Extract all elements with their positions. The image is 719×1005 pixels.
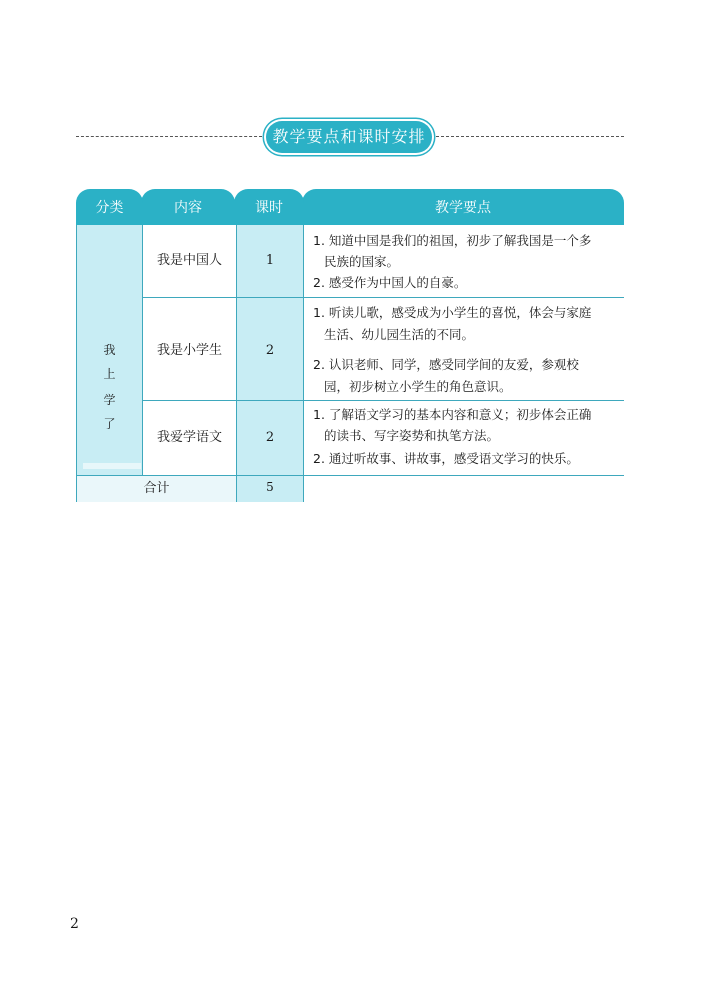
- point-line: 2. 通过听故事、讲故事，感受语文学习的快乐。: [313, 451, 579, 466]
- row1-content: 我是中国人: [143, 225, 236, 297]
- title-dashed-rule-right: [436, 136, 624, 137]
- grid-line: [236, 225, 237, 502]
- row2-points: [304, 298, 624, 400]
- row3-hours: 2: [237, 401, 303, 475]
- category-char: 上: [103, 367, 116, 381]
- total-label: 合计: [77, 476, 236, 502]
- lesson-plan-table: [76, 189, 624, 502]
- row2-hours: 2: [237, 298, 303, 400]
- category-char: 了: [103, 417, 116, 431]
- grid-line: [142, 400, 624, 401]
- header-content: 内容: [141, 189, 235, 225]
- header-teaching-points: 教学要点: [302, 189, 624, 225]
- category-band: [83, 463, 141, 469]
- row1-hours: 1: [237, 225, 303, 297]
- row3-points: [304, 401, 624, 475]
- grid-line: [303, 225, 304, 502]
- grid-line: [77, 475, 624, 476]
- total-points: [304, 476, 624, 502]
- point-line: 1. 了解语文学习的基本内容和意义；初步体会正确: [313, 407, 592, 422]
- row3-content: 我爱学语文: [143, 401, 236, 475]
- point-line: 1. 听读儿歌，感受成为小学生的喜悦，体会与家庭: [313, 305, 592, 320]
- table-body: [76, 225, 624, 502]
- category-char: 我: [103, 343, 116, 357]
- section-title-bar: [76, 120, 624, 154]
- point-line: 的读书、写字姿势和执笔方法。: [324, 428, 500, 443]
- table-header: [76, 189, 624, 225]
- category-cell: [77, 225, 142, 475]
- grid-line: [142, 297, 624, 298]
- section-title: 教学要点和课时安排: [266, 121, 432, 153]
- point-line: 生活、幼儿园生活的不同。: [324, 327, 475, 342]
- page-number: 2: [70, 916, 79, 932]
- row2-content: 我是小学生: [143, 298, 236, 400]
- point-line: 1. 知道中国是我们的祖国，初步了解我国是一个多: [313, 233, 592, 248]
- grid-line: [142, 225, 143, 476]
- point-line: 园，初步树立小学生的角色意识。: [324, 379, 512, 394]
- header-category: 分类: [76, 189, 143, 225]
- total-hours: 5: [237, 476, 303, 502]
- title-dashed-rule-left: [76, 136, 262, 137]
- point-line: 2. 认识老师、同学，感受同学间的友爱，参观校: [313, 357, 579, 372]
- header-hours: 课时: [234, 189, 304, 225]
- point-line: 2. 感受作为中国人的自豪。: [313, 275, 467, 290]
- point-line: 民族的国家。: [324, 254, 400, 269]
- row1-points: [304, 225, 624, 297]
- category-char: 学: [103, 393, 116, 407]
